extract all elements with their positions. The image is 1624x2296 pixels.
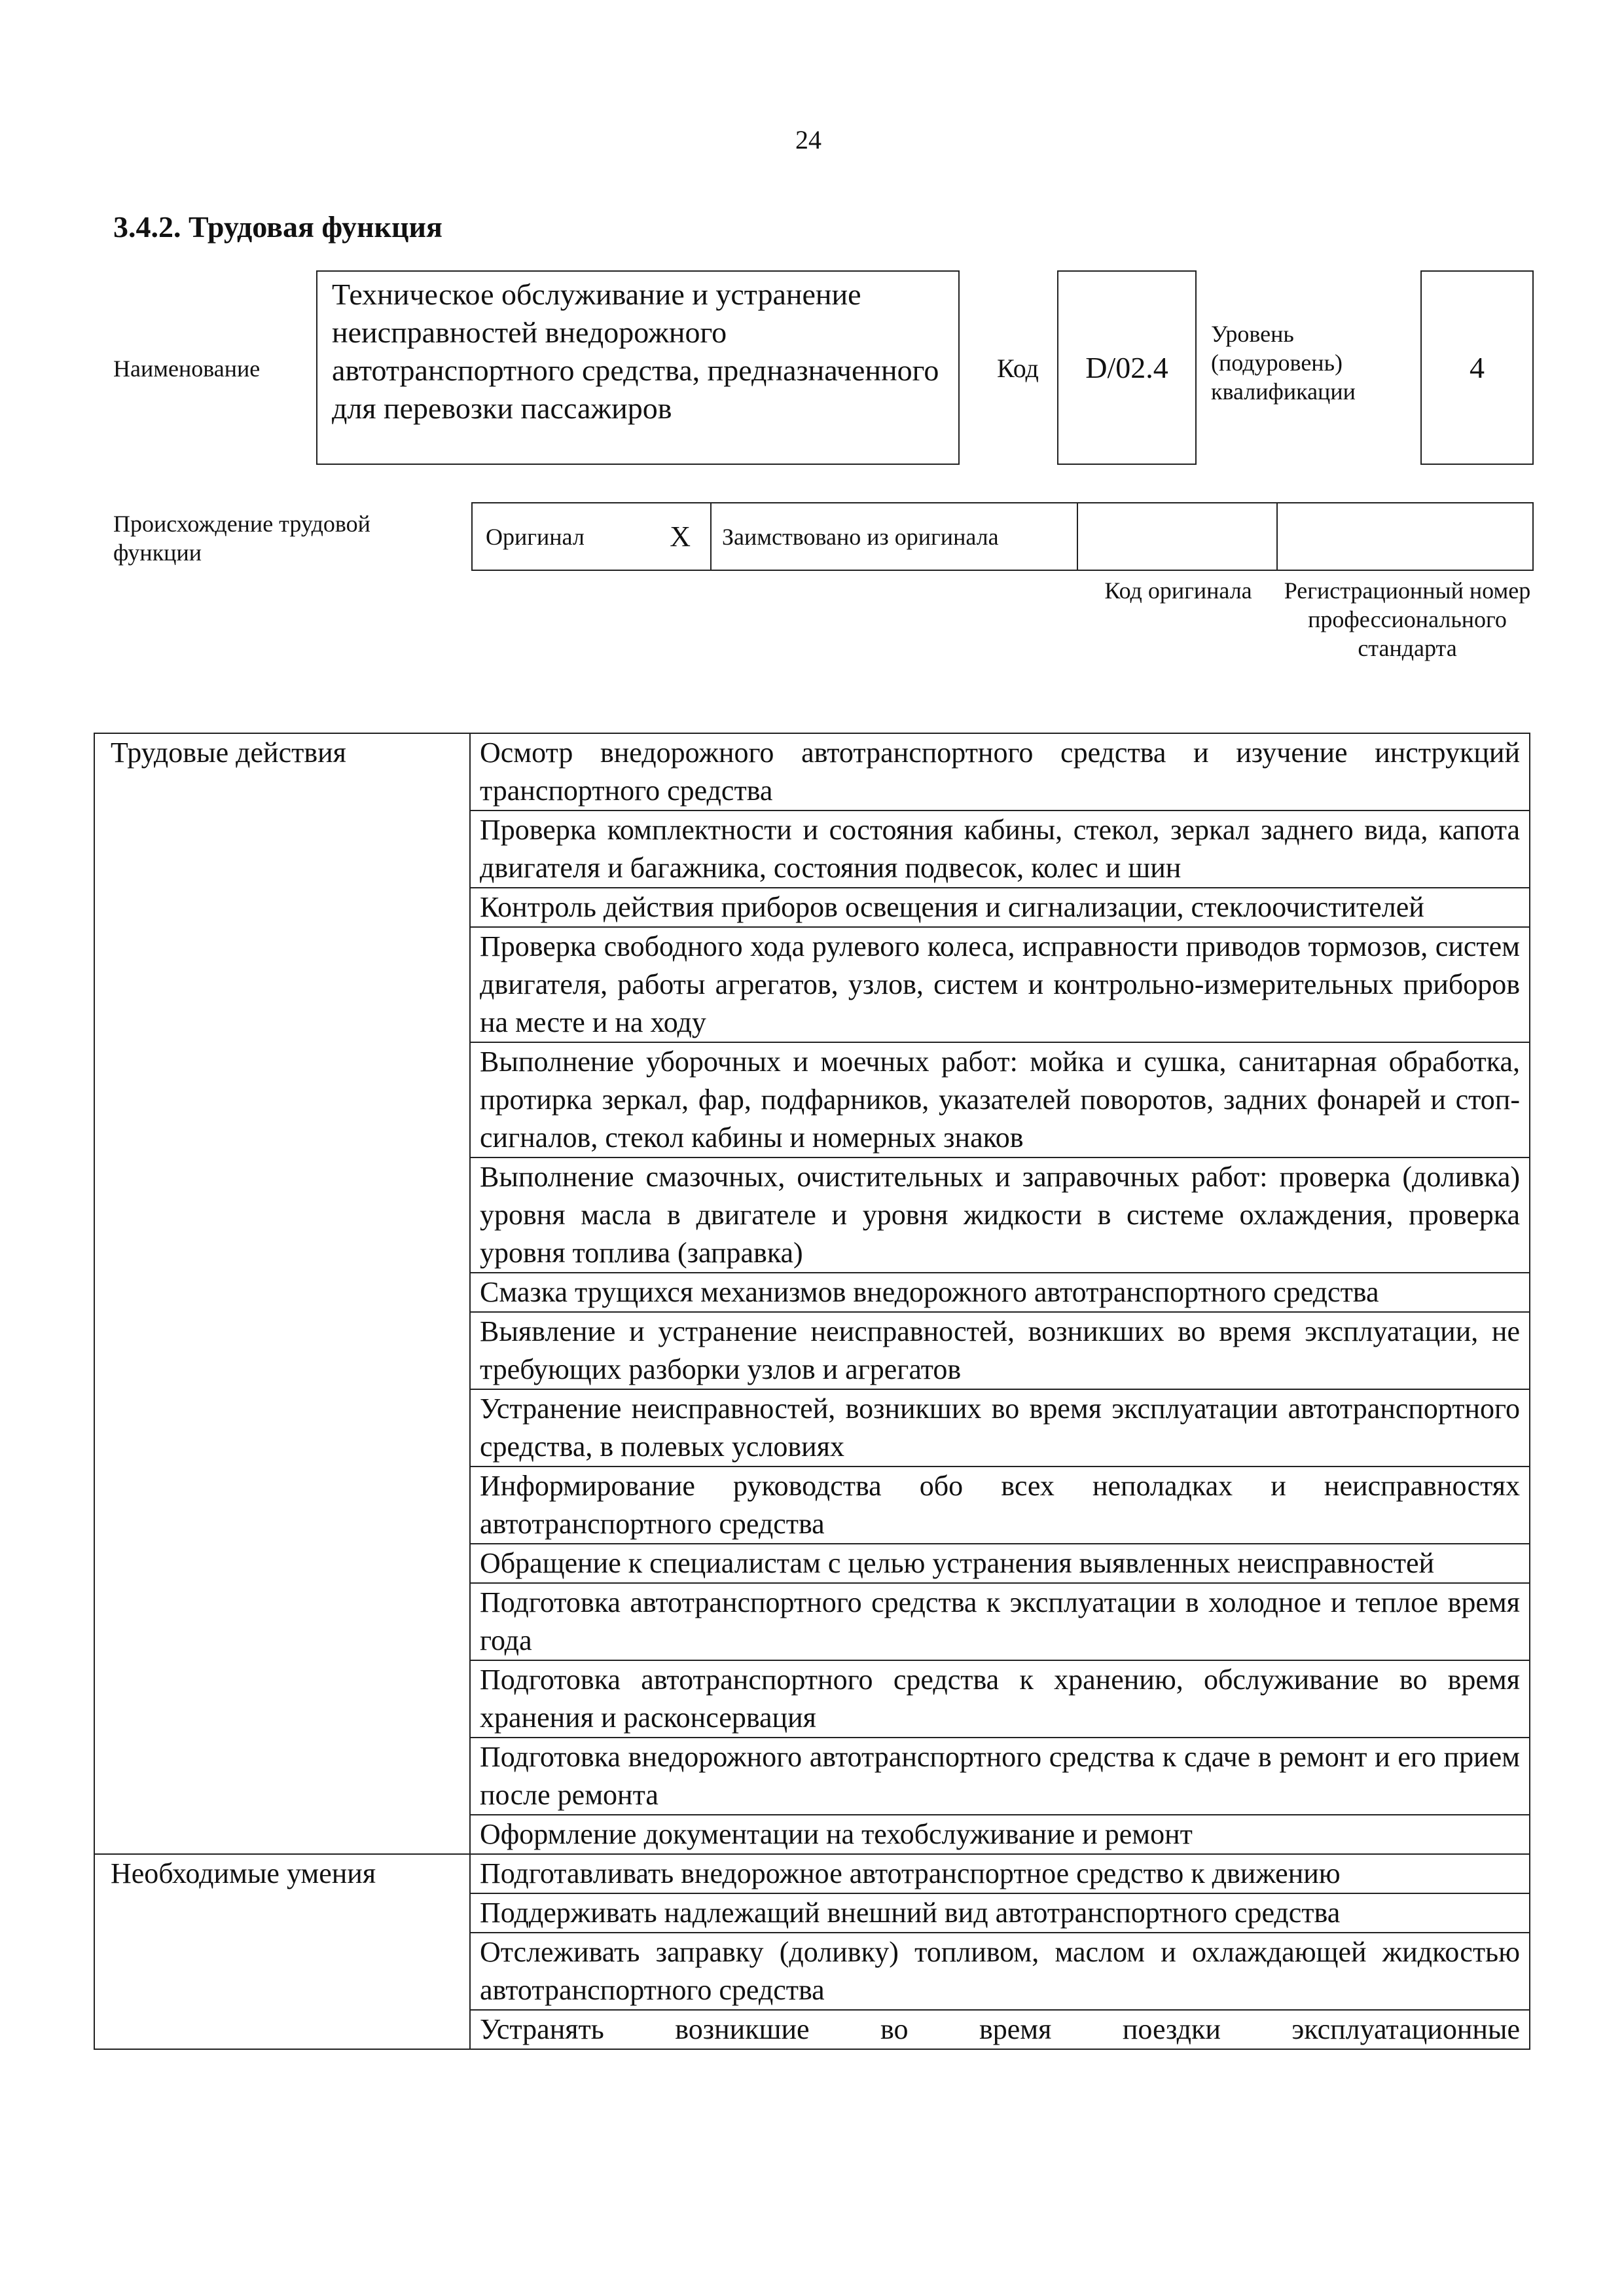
section-title: 3.4.2. Трудовая функция <box>113 210 442 244</box>
labor-action-item: Выявление и устранение неисправностей, возникших во время эксплуатации, не требующих разборки узлов и агрегатов <box>470 1312 1530 1389</box>
labor-action-item: Подготовка автотранспортного средства к хранению, обслуживание во время хранения и расконсервация <box>470 1660 1530 1738</box>
skill-item: Поддерживать надлежащий внешний вид автотранспортного средства <box>470 1893 1530 1933</box>
labor-action-item: Оформление документации на техобслуживание и ремонт <box>470 1815 1530 1854</box>
qualification-level-label: Уровень (подуровень) квалификации <box>1211 321 1356 405</box>
requirements-table <box>94 733 1530 2050</box>
labor-action-item: Выполнение уборочных и моечных работ: мойка и сушка, санитарная обработка, протирка зеркал, фар, подфарников, указателей поворотов, задних фонарей и стоп-сигналов, стекол кабины и номерных знаков <box>470 1042 1530 1157</box>
labor-action-item: Проверка свободного хода рулевого колеса, исправности приводов тормозов, систем двигателя, работы агрегатов, узлов, систем и контрольно-измерительных приборов на месте и на ходу <box>470 927 1530 1042</box>
original-code-cell <box>1078 503 1278 570</box>
reg-number-caption: Регистрационный номер профессионального стандарта <box>1284 577 1531 661</box>
labor-action-item: Информирование руководства обо всех неполадках и неисправностях автотранспортного средства <box>470 1467 1530 1544</box>
function-code-box: D/02.4 <box>1057 270 1197 465</box>
borrowed-cell <box>712 503 1078 570</box>
original-mark: X <box>670 520 691 553</box>
table-row <box>94 1854 1530 1893</box>
labor-action-item: Осмотр внедорожного автотранспортного средства и изучение инструкций транспортного средства <box>470 733 1530 811</box>
labor-actions-label: Трудовые действия <box>94 733 470 1854</box>
labor-action-item: Подготовка внедорожного автотранспортного средства к сдаче в ремонт и его прием после ремонта <box>470 1738 1530 1815</box>
code-label: Код <box>997 354 1039 383</box>
labor-action-item: Подготовка автотранспортного средства к эксплуатации в холодное и теплое время года <box>470 1583 1530 1660</box>
labor-action-item: Смазка трущихся механизмов внедорожного автотранспортного средства <box>470 1273 1530 1312</box>
original-cell <box>473 503 712 570</box>
labor-action-item: Выполнение смазочных, очистительных и заправочных работ: проверка (доливка) уровня масла в двигателе и уровня жидкости в системе охлаждения, проверка уровня топлива (заправка) <box>470 1157 1530 1273</box>
labor-action-item: Проверка комплектности и состояния кабины, стекол, зеркал заднего вида, капота двигателя и багажника, состояния подвесок, колес и шин <box>470 811 1530 888</box>
reg-number-cell <box>1278 503 1532 570</box>
qualification-level-box: 4 <box>1420 270 1534 465</box>
skills-label: Необходимые умения <box>94 1854 470 2049</box>
labor-action-item: Обращение к специалистам с целью устранения выявленных неисправностей <box>470 1544 1530 1583</box>
labor-action-item: Устранение неисправностей, возникших во время эксплуатации автотранспортного средства, в полевых условиях <box>470 1389 1530 1467</box>
original-label: Оригинал <box>486 523 585 550</box>
origin-row <box>471 502 1534 571</box>
origin-label: Происхождение трудовой функции <box>113 511 370 566</box>
skill-item: Подготавливать внедорожное автотранспортное средство к движению <box>470 1854 1530 1893</box>
function-name-box: Техническое обслуживание и устранение неисправностей внедорожного автотранспортного средства, предназначенного для перевозки пассажиров <box>316 270 960 465</box>
skill-item: Отслеживать заправку (доливку) топливом, маслом и охлаждающей жидкостью автотранспортного средства <box>470 1933 1530 2010</box>
original-code-caption: Код оригинала <box>1104 577 1252 604</box>
borrowed-label: Заимствовано из оригинала <box>722 523 999 550</box>
labor-action-item: Контроль действия приборов освещения и сигнализации, стеклоочистителей <box>470 888 1530 927</box>
name-label: Наименование <box>113 355 261 382</box>
skill-item: Устранять возникшие во время поездки эксплуатационные <box>470 2010 1530 2049</box>
page-number: 24 <box>795 125 821 155</box>
table-row <box>94 733 1530 811</box>
